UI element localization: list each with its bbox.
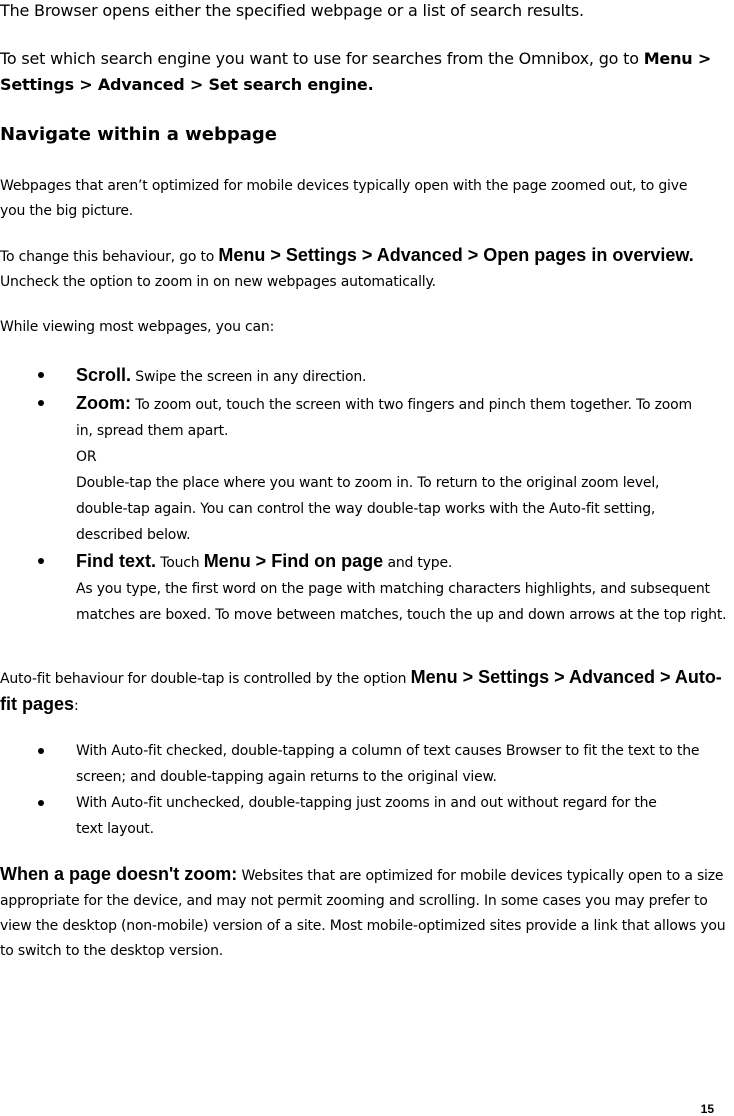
- bullet-dot: [38, 800, 44, 806]
- autofit-list: [0, 738, 734, 842]
- list-item-autofit-unchecked: With Auto-fit unchecked, double-tapping just zooms in and out without regard for the text layout.: [0, 790, 734, 842]
- page-number: 15: [700, 1102, 714, 1116]
- list-item-find-text: Find text. Touch Menu > Find on page and type. As you type, the first word on the page with matching characters highlights, and subsequent matches are boxed. To move between matches, touch the up and down arrows at the top right.: [0, 548, 734, 628]
- bullet-dot: [38, 400, 44, 406]
- no-zoom-paragraph: When a page doesn't zoom: Websites that are optimized for mobile devices typically open to a size appropriate for the device, and may not permit zooming and scrolling. In some cases you may prefer to view the desktop (non-mobile) version of a site. Most mobile-optimized sites provide a link that allows you to switch to the desktop version.: [0, 864, 726, 959]
- search-engine-menu-path: Menu > Settings > Advanced > Set search engine.: [0, 49, 712, 94]
- while-viewing-paragraph: While viewing most webpages, you can:: [0, 319, 275, 335]
- overview-paragraph: To change this behaviour, go to Menu > Settings > Advanced > Open pages in overview. Uncheck the option to zoom in on new webpages automatically.: [0, 245, 694, 290]
- section-heading: Navigate within a webpage: [0, 124, 277, 145]
- zoomed-out-paragraph: Webpages that aren’t optimized for mobile devices typically open with the page zoomed out, to give you the big picture.: [0, 178, 688, 219]
- find-menu-path: Menu > Find on page: [203, 551, 384, 571]
- list-item-zoom: Zoom: To zoom out, touch the screen with two fingers and pinch them together. To zoom in, spread them apart. OR Double-tap the place where you want to zoom in. To return to the original zoom level, double-tap again. You can control the way double-tap works with the Auto-fit setting, described below.: [0, 390, 734, 548]
- list-item-autofit-checked: With Auto-fit checked, double-tapping a column of text causes Browser to fit the text to the screen; and double-tapping again returns to the original view.: [0, 738, 734, 790]
- bullet-dot: [38, 558, 44, 564]
- autofit-menu-path: Menu > Settings > Advanced > Auto-fit pages: [0, 667, 722, 714]
- intro-paragraph: The Browser opens either the specified webpage or a list of search results.: [0, 1, 584, 20]
- list-item-scroll: Scroll. Swipe the screen in any direction.: [0, 362, 734, 390]
- bullet-dot: [38, 372, 44, 378]
- navigation-list: [0, 362, 734, 628]
- bullet-dot: [38, 748, 44, 754]
- autofit-paragraph: Auto-fit behaviour for double-tap is controlled by the option Menu > Settings > Advanced > Auto-fit pages:: [0, 667, 722, 714]
- search-engine-paragraph: To set which search engine you want to use for searches from the Omnibox, go to Menu > Settings > Advanced > Set search engine.: [0, 49, 712, 94]
- overview-menu-path: Menu > Settings > Advanced > Open pages in overview.: [218, 245, 694, 265]
